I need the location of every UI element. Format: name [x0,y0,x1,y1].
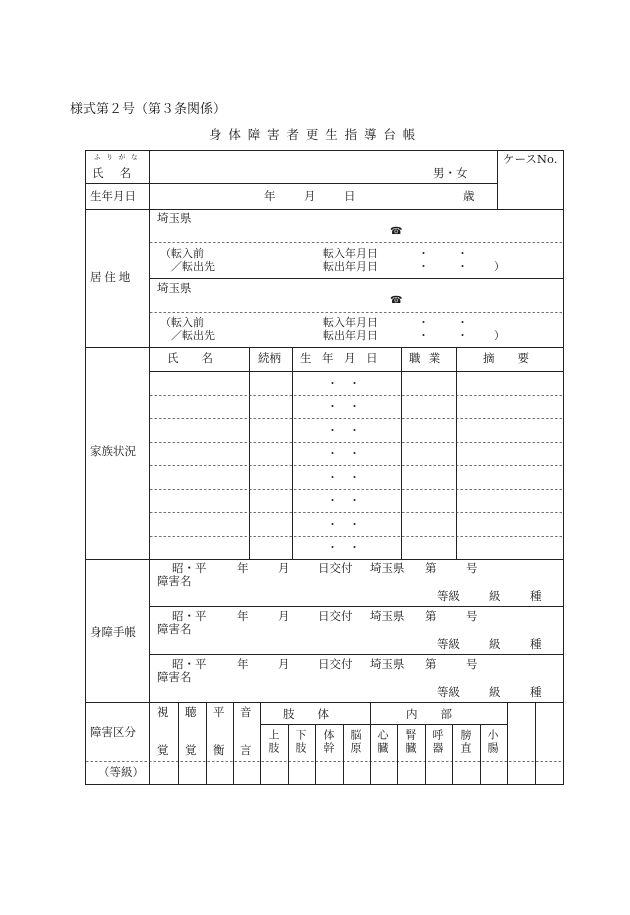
prefecture-label: 埼玉県 [370,609,405,623]
type-unit: 種 [530,637,542,651]
internal-group-header: 内 部 [406,707,452,721]
issued-label: 日交付 [318,609,353,623]
telephone-icon: ☎ [390,226,403,237]
age-unit: 歳 [463,189,475,203]
prefecture-label: 埼玉県 [370,657,405,671]
type-unit: 種 [530,685,542,699]
dob-day-unit: 日 [344,189,356,203]
date-dot: ・ [418,316,429,329]
gender-field[interactable]: 男・女 [433,166,468,180]
internal-col-heart: 心臓 [376,729,389,755]
date-dot: ・ [457,247,468,260]
number-suffix: 号 [466,561,478,575]
family-dob-dots: ・ ・ [327,400,360,413]
grade-label: 等級 [437,589,460,603]
internal-col-respiratory: 呼器 [431,729,444,755]
moved-in-date-label: 転入年月日 [323,316,378,329]
number-prefix: 第 [425,609,437,623]
era-label: 昭・平 [172,561,207,575]
family-dob-dots: ・ ・ [327,471,360,484]
limb-col-brain: 脳原 [349,729,362,755]
date-dot: ・ [457,316,468,329]
family-label: 家族状況 [90,444,136,458]
year-unit: 年 [237,657,249,671]
grade-row-label: （等級） [98,765,144,779]
number-suffix: 号 [466,609,478,623]
class-col-balance-top: 平 [213,705,225,719]
issued-label: 日交付 [318,561,353,575]
month-unit: 月 [278,657,290,671]
furigana-label: ふりがな [94,153,144,161]
class-col-sight-top: 視 [157,705,169,719]
era-label: 昭・平 [172,609,207,623]
residence-prefecture: 埼玉県 [157,281,192,295]
date-dot: ・ [457,260,468,273]
moved-out-date-label: 転出年月日 [323,329,378,342]
prefecture-label: 埼玉県 [370,561,405,575]
residence-label: 居住地 [90,270,134,284]
class-col-hearing-bottom: 覚 [185,743,197,757]
grade-label: 等級 [437,637,460,651]
family-header-relation: 続柄 [258,351,281,365]
moved-out-label: ／転出先 [171,260,215,273]
limb-col-upper: 上肢 [267,729,280,755]
family-dob-dots: ・ ・ [327,447,360,460]
internal-col-kidney: 腎臓 [404,729,417,755]
disability-name-label: 障害名 [157,574,192,588]
era-label: 昭・平 [172,657,207,671]
moved-in-label: （転入前 [160,316,204,329]
limb-col-lower: 下肢 [294,729,307,755]
class-unit: 級 [489,685,501,699]
disability-name-label: 障害名 [157,670,192,684]
dob-month-unit: 月 [304,189,316,203]
family-dob-dots: ・ ・ [327,424,360,437]
family-dob-dots: ・ ・ [327,377,360,390]
class-col-speech-bottom: 言 [240,743,252,757]
date-dot: ・ [418,260,429,273]
family-header-dob: 生 年 月 日 [300,351,382,365]
moved-out-label: ／転出先 [171,329,215,342]
date-dot: ・ [457,329,468,342]
form-number: 様式第２号（第３条関係） [70,102,227,117]
limb-group-header: 肢 体 [283,707,329,721]
month-unit: 月 [278,609,290,623]
family-header-notes: 摘 要 [483,351,529,365]
disability-name-label: 障害名 [157,622,192,636]
case-number-label: ケースNo. [503,152,558,166]
class-unit: 級 [489,589,501,603]
year-unit: 年 [237,561,249,575]
moved-out-date-label: 転出年月日 [323,260,378,273]
date-dot: ・ [418,329,429,342]
class-col-sight-bottom: 覚 [157,743,169,757]
name-label: 氏 名 [92,166,134,180]
class-col-balance-bottom: 衡 [213,743,225,757]
year-unit: 年 [237,609,249,623]
date-dot: ・ [418,247,429,260]
family-dob-dots: ・ ・ [327,541,360,554]
telephone-icon: ☎ [390,295,403,306]
type-unit: 種 [530,589,542,603]
close-paren: ） [494,329,505,342]
moved-in-date-label: 転入年月日 [323,247,378,260]
month-unit: 月 [278,561,290,575]
dob-label: 生年月日 [90,189,136,203]
internal-col-bladder: 膀直 [459,729,472,755]
issued-label: 日交付 [318,657,353,671]
dob-year-unit: 年 [264,189,276,203]
page-title: 身体障害者更生指導台帳 [209,127,423,142]
family-dob-dots: ・ ・ [327,494,360,507]
limb-col-trunk: 体幹 [322,729,335,755]
number-suffix: 号 [466,657,478,671]
classification-label: 障害区分 [90,725,136,739]
close-paren: ） [494,260,505,273]
class-col-speech-top: 音 [240,705,252,719]
class-unit: 級 [489,637,501,651]
class-col-hearing-top: 聴 [185,705,197,719]
grade-label: 等級 [437,685,460,699]
number-prefix: 第 [425,561,437,575]
internal-col-small-intestine: 小腸 [486,729,499,755]
family-header-name: 氏 名 [167,351,213,365]
residence-prefecture: 埼玉県 [157,211,192,225]
family-header-occupation: 職 業 [409,351,443,365]
number-prefix: 第 [425,657,437,671]
family-dob-dots: ・ ・ [327,518,360,531]
handbook-label: 身障手帳 [90,625,136,639]
moved-in-label: （転入前 [160,247,204,260]
